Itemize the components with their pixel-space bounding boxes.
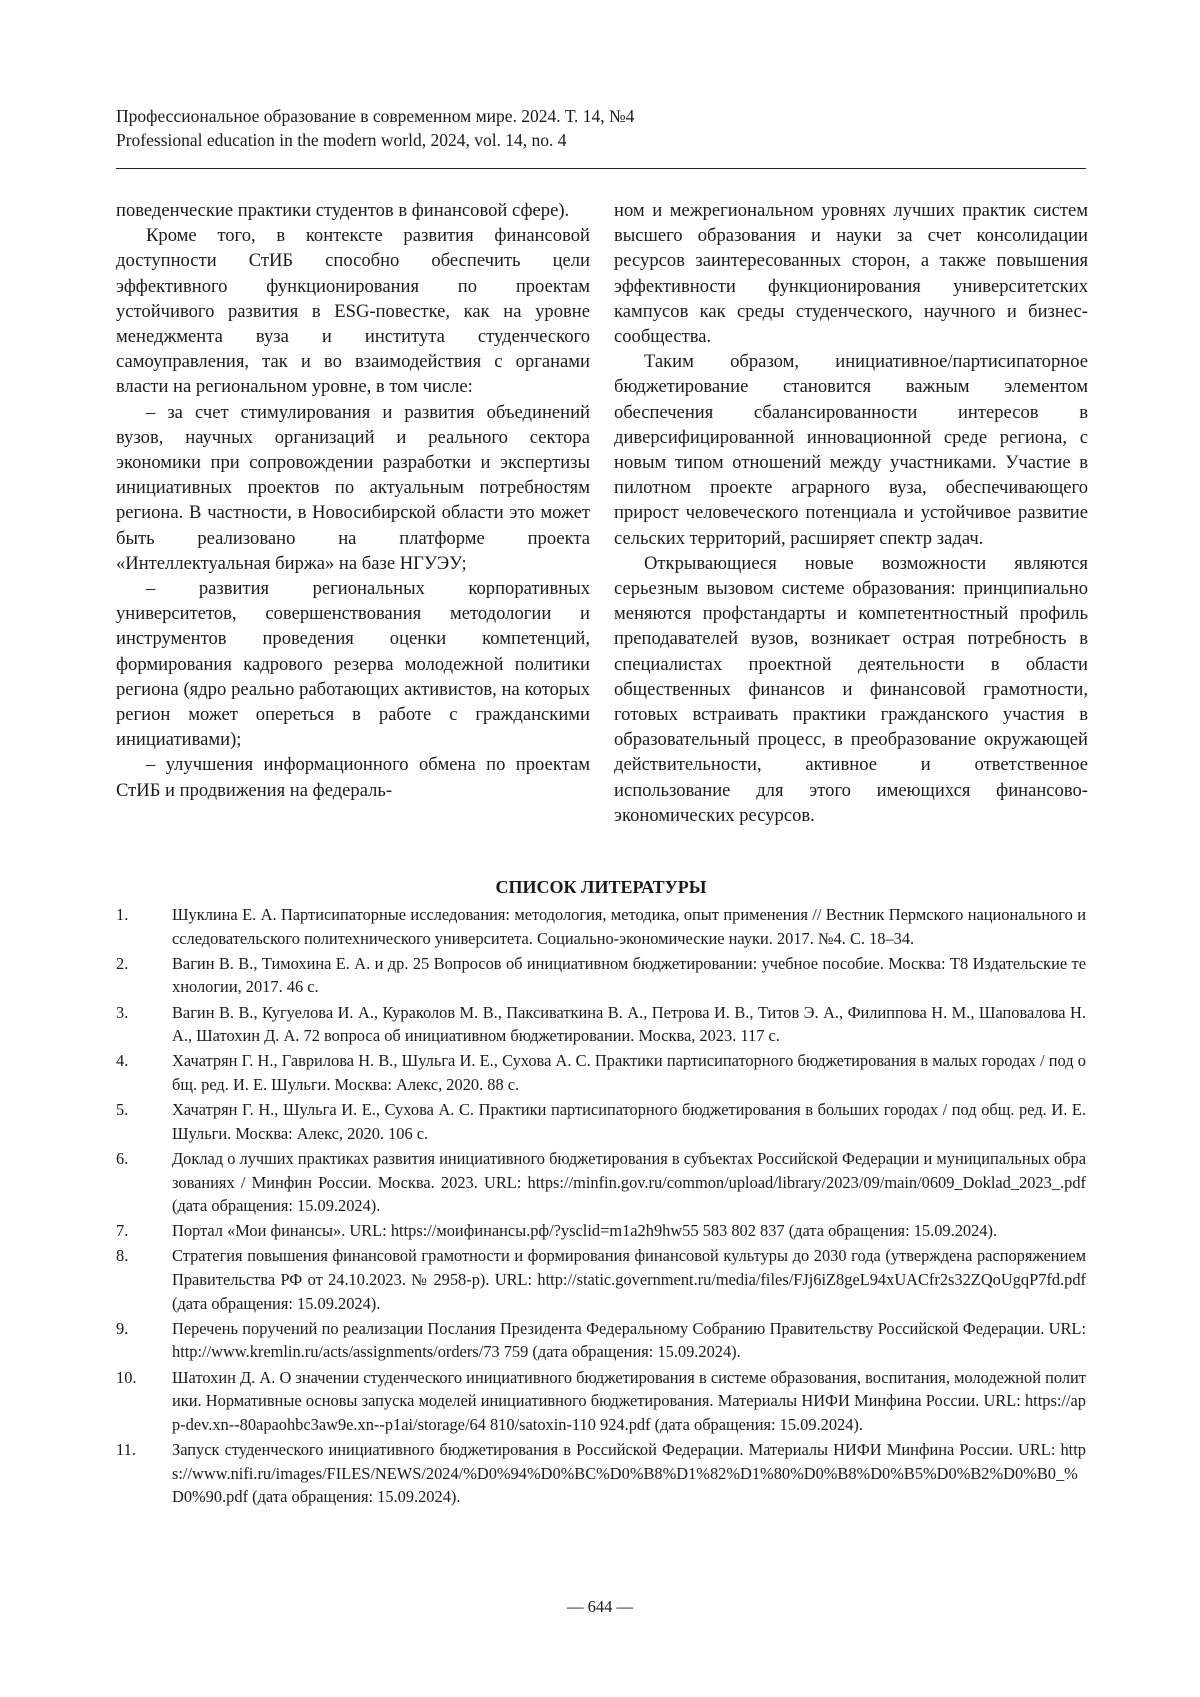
reference-number: 5.	[116, 1100, 129, 1120]
reference-item	[116, 1244, 1086, 1315]
reference-text: Запуск студенческого инициативного бюджетирования в Российской Федерации. Материалы НИФИ Минфина России. URL: https://www.nifi.ru/images/FILES/NEWS/2024/%D0%94%D0%BC%D0%B8%D1%82%D1%80%D0%B8%D0%B5%D0%B2%D0%B0_%D0%90.pdf (дата обращения: 15.09.2024).	[172, 1440, 1086, 1507]
reference-number: 10.	[116, 1367, 137, 1387]
reference-text: Вагин В. В., Тимохина Е. А. и др. 25 Вопросов об инициативном бюджетировании: учебное пособие. Москва: Т8 Издательские технологии, 2017. 46 с.	[172, 953, 1086, 997]
paragraph: ном и межрегиональном уровнях лучших практик систем высшего образования и науки за счет консолидации ресурсов заинтересованных сторон, а также повышения эффективности функционирования университетских кампусов как среды студенческого, научного и бизнес-сообщества.	[614, 200, 1088, 348]
reference-item	[116, 1049, 1086, 1096]
reference-item	[116, 1317, 1086, 1364]
journal-title-ru: Профессиональное образование в современном мире. 2024. Т. 14, №4	[116, 106, 635, 126]
reference-text: Вагин В. В., Кугуелова И. А., Кураколов М. В., Паксиваткина В. А., Петрова И. В., Титов Э. А., Филиппова Н. М., Шаповалова Н. А., Шатохин Д. А. 72 вопроса об инициативном бюджетировании. Москва, 2023. 117 с.	[172, 1002, 1086, 1046]
reference-item	[116, 952, 1086, 999]
reference-text: Портал «Мои финансы». URL: https://моифинансы.рф/?ysclid=m1a2h9hw55 583 802 837 (дата обращения: 15.09.2024).	[172, 1221, 998, 1241]
reference-item	[116, 1147, 1086, 1218]
paragraph: поведенческие практики студентов в финансовой сфере).	[116, 200, 570, 221]
reference-number: 9.	[116, 1318, 129, 1338]
reference-number: 6.	[116, 1148, 129, 1168]
reference-number: 11.	[116, 1440, 136, 1459]
reference-text: Перечень поручений по реализации Послания Президента Федеральному Собранию Правительству Российской Федерации. URL: http://www.kremlin.ru/acts/assignments/orders/73 759 (дата обращения: 15.09.2024).	[172, 1318, 1086, 1362]
reference-text: Доклад о лучших практиках развития инициативного бюджетирования в субъектах Российской Федерации и муниципальных образованиях / Минфин России. Москва. 2023. URL: https://minfin.gov.ru/common/upload/library/2023/09/main/0609_Doklad_2023_.pdf (дата обращения: 15.09.2024).	[172, 1148, 1086, 1216]
journal-title-en: Professional education in the modern world, 2024, vol. 14, no. 4	[116, 130, 567, 150]
reference-number: 7.	[116, 1221, 129, 1241]
reference-item	[116, 1098, 1086, 1145]
references-list	[116, 903, 1086, 1510]
reference-number: 8.	[116, 1246, 129, 1266]
list-item: – развития региональных корпоративных университетов, совершенствования методологии и инструментов проведения оценки компетенций, формирования кадрового резерва молодежной политики региона (ядро реально работающих активистов, на которых регион может опереться в работе с гражданскими инициативами);	[116, 578, 590, 751]
left-column	[116, 198, 590, 803]
reference-text: Хачатрян Г. Н., Гаврилова Н. В., Шульга И. Е., Сухова А. С. Практики партисипаторного бюджетирования в малых городах / под общ. ред. И. Е. Шульги. Москва: Алекс, 2020. 88 с.	[172, 1051, 1086, 1094]
reference-item	[116, 903, 1086, 950]
reference-item	[116, 1366, 1086, 1437]
page-number: — 644 —	[567, 1597, 633, 1616]
reference-number: 2.	[116, 953, 129, 973]
reference-item	[116, 1438, 1086, 1509]
reference-number: 4.	[116, 1051, 129, 1071]
right-column	[614, 198, 1088, 828]
journal-header	[116, 104, 1088, 152]
reference-number: 3.	[116, 1002, 129, 1022]
list-item: – за счет стимулирования и развития объединений вузов, научных организаций и реального сектора экономики при сопровождении разработки и экспертизы инициативных проектов по актуальным потребностям региона. В частности, в Новосибирской области это может быть реализовано на платформе проекта «Интеллектуальная биржа» на базе НГУЭУ;	[116, 401, 590, 574]
header-divider	[116, 168, 1086, 169]
reference-item	[116, 1219, 1086, 1243]
reference-text: Шатохин Д. А. О значении студенческого инициативного бюджетирования в системе образования, воспитания, молодежной политики. Нормативные основы запуска моделей инициативного бюджетирования. Материалы НИФИ Минфина России. URL: https://app-dev.xn--80apaohbc3aw9e.xn--p1ai/storage/64 810/satoxin-110 924.pdf (дата обращения: 15.09.2024).	[172, 1367, 1086, 1434]
paragraph: Кроме того, в контексте развития финансовой доступности СтИБ способно обеспечить цели эффективного функционирования по проектам устойчивого развития в ESG-повестке, как на уровне менеджмента вуза и института студенческого самоуправления, так и во взаимодействия с органами власти на региональном уровне, в том числе:	[116, 225, 590, 398]
paragraph: Таким образом, инициативное/партисипаторное бюджетирование становится важным элементом обеспечения сбалансированности интересов в диверсифицированной инновационной среде региона, с новым типом отношений между участниками. Участие в пилотном проекте аграрного вуза, обеспечивающего прирост человеческого потенциала и устойчивое развитие сельских территорий, расширяет спектр задач.	[614, 351, 1088, 549]
reference-text: Стратегия повышения финансовой грамотности и формирования финансовой культуры до 2030 года (утверждена распоряжением Правительства РФ от 24.10.2023. № 2958-р). URL: http://static.government.ru/media/files/FJj6iZ8geL94xUACfr2s32ZQoUgqP7fd.pdf (дата обращения: 15.09.2024).	[172, 1246, 1086, 1313]
paragraph: Открывающиеся новые возможности являются серьезным вызовом системе образования: принципиально меняются профстандарты и компетентностный профиль преподавателей вузов, возникает острая потребность в специалистах проектной деятельности в области общественных финансов и финансовой грамотности, готовых встраивать практики гражданского участия в образовательный процесс, в преобразование окружающей действительности, активное и ответственное использование для этого имеющихся финансово-экономических ресурсов.	[614, 552, 1088, 826]
references-heading: СПИСОК ЛИТЕРАТУРЫ	[495, 877, 707, 897]
reference-item	[116, 1001, 1086, 1048]
reference-text: Хачатрян Г. Н., Шульга И. Е., Сухова А. С. Практики партисипаторного бюджетирования в больших городах / под общ. ред. И. Е. Шульги. Москва: Алекс, 2020. 106 с.	[172, 1100, 1086, 1143]
list-item: – улучшения информационного обмена по проектам СтИБ и продвижения на федераль-	[116, 754, 590, 801]
reference-text: Шуклина Е. А. Партисипаторные исследования: методология, методика, опыт применения // Вестник Пермского национального исследовательского политехнического университета. Социально-экономические науки. 2017. №4. С. 18–34.	[172, 905, 1086, 948]
reference-number: 1.	[116, 905, 129, 924]
